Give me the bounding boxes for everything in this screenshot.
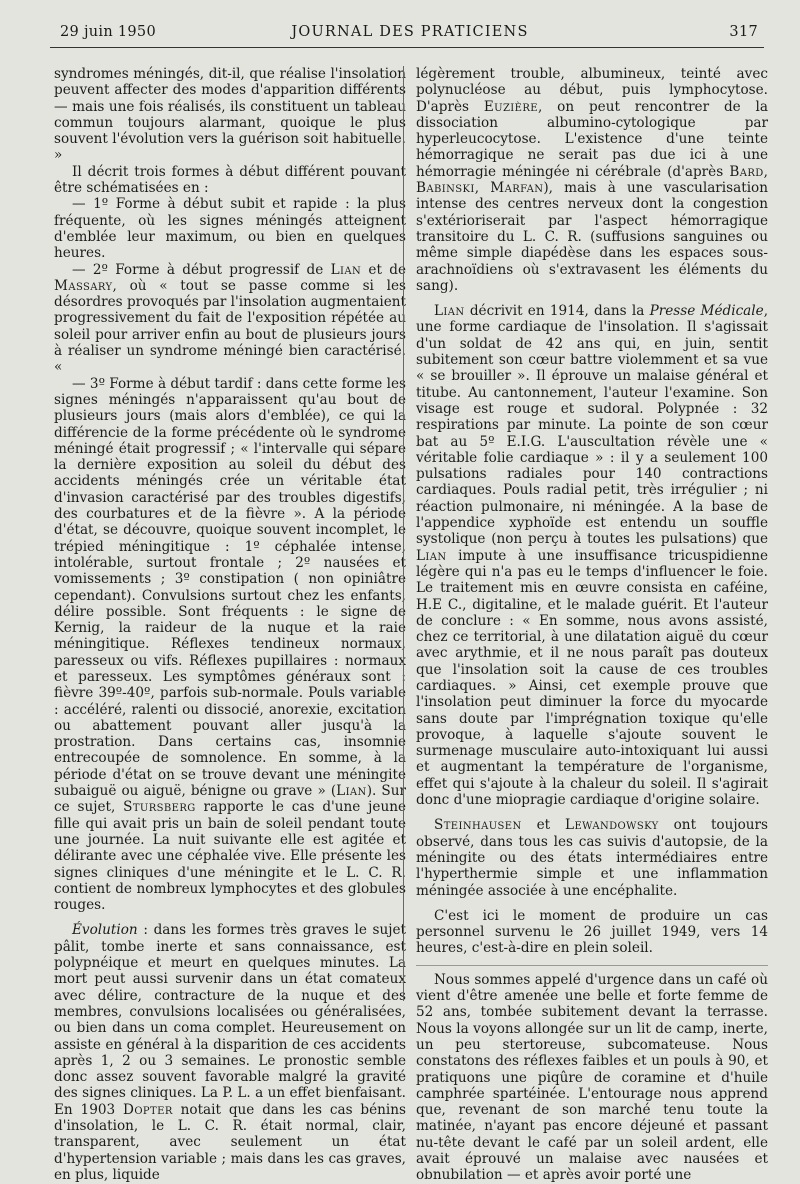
paragraph: [54, 922, 406, 1183]
author-name: Lian: [434, 303, 465, 320]
paragraph: Il décrit trois formes à début différent pouvant être schématisées en :: [54, 163, 406, 197]
journal-reference: Presse Médicale: [649, 303, 764, 320]
paragraph: [416, 303, 768, 808]
paragraph: [416, 817, 768, 898]
right-column: [416, 66, 768, 1184]
paragraph: [54, 262, 406, 376]
paragraph: [54, 376, 406, 914]
author-name: Lian: [416, 547, 447, 564]
section-separator: [416, 965, 768, 966]
paragraph: — 1º Forme à début subit et rapide : la plus fréquente, où les signes méningés atteignent d'emblée leur maximum, ou bien en quelques heures.: [54, 196, 406, 262]
paragraph: syndromes méningés, dit-il, que réalise l'insolation peuvent affecter des modes d'apparition différents — mais une fois réalisés, ils constituent un tableau commun toujours alarmant, quoique le plus souvent l'évolution vers la guérison soit habituelle. »: [54, 66, 406, 164]
author-name: Lian: [330, 261, 362, 278]
text-run: impute à une insuffisance tricuspidienne légère qui n'a pas eu le temps d'influencer le foie. Le traitement mis en œuvre consista en caféine, H.E C., digitaline, et le malade guérit. Et l'auteur de conclure : « En somme, nous avons assisté, chez ce territorial, à une dilatation aiguë du cœur avec arythmie, et il ne nous paraît pas douteux que l'insolation soit la cause de ces troubles cardiaques. » Ainsi, cet exemple prouve que l'insolation peut diminuer la force du myocarde sans doute par l'imprégnation toxique qu'elle provoque, à laquelle s'ajoute souvent le surmenage musculaire auto-intoxiquant lui aussi et augmentant la température de l'organisme, effet qui s'ajoute à la chaleur du soleil. Il s'agirait donc d'une miopragie cardiaque d'origine solaire.: [416, 547, 768, 809]
text-run: — 2º Forme à début progressif de: [72, 261, 331, 278]
author-name: Lian: [336, 783, 367, 800]
text-run: — 3º Forme à début tardif : dans cette forme les signes méningés n'apparaissent qu'au bout de plusieurs jours (mais alors d'emblée), ce qui la différencie de la forme précédente où le syndrome méningé était progressif ; « l'intervalle qui sépare la dernière exposition au soleil du début des accidents méningés crée un véritable état d'invasion caractérisé par des troubles digestifs, des courbatures et de la fièvre ». A la période d'état, se découvre, quoique souvent incomplet, le trépied méningitique : 1º céphalée intense, intolérable, surtout frontale ; 2º nausées et vomissements ; 3º constipation ( non opiniâtre cependant). Convulsions surtout chez les enfants, délire possible. Sont fréquents : le signe de Kernig, la raideur de la nuque et la raie méningitique. Réflexes tendineux normaux, paresseux ou vifs. Réflexes pupillaires : normaux et paresseux. Les symptômes généraux sont : fièvre 39º-40º, parfois sub-normale. Pouls variable : accéléré, ralenti ou dissocié, anorexie, excitation ou abattement pouvant aller jusqu'à la prostration. Dans certains cas, insomnie entrecoupée de somnolence. En somme, à la période d'état on se trouve devant une méningite subaiguë ou aiguë, bénigne ou grave » (: [54, 375, 406, 800]
text-run: notait que dans les cas bénins d'insolation, le L. C. R. était normal, clair, transparent, avec seulement un état d'hypertension variable ; mais dans les cas graves, en plus, liquide: [54, 1101, 406, 1183]
paragraph: C'est ici le moment de produire un cas personnel survenu le 26 juillet 1949, vers 14 heures, c'est-à-dire en plein soleil.: [416, 907, 768, 957]
column-divider: [403, 66, 404, 1001]
text-run: , on peut rencontrer de la dissociation albumino-cytologique par hyperleucocytose. L'existence d'une teinte hémorragique ne serait pas due ici à une hémorragie méningée ni cérébrale (d'après: [416, 98, 768, 180]
page-number: 317: [729, 24, 758, 40]
header-rule: [50, 47, 764, 48]
text-run: ), mais à une vascularisation intense des centres nerveux dont la congestion s'extérioriserait par l'aspect hémorragique transitoire du L. C. R. (suffusions sanguines ou même simple diapédèse dans les espaces sous-arachnoïdiens où s'extravasent les éléments du sang).: [416, 180, 768, 294]
author-name: Babinski: [416, 180, 475, 197]
text-run: , où « tout se passe comme si les désordres provoqués par l'insolation augmentaient progressivement du fait de l'exposition répétée au soleil pour arriver enfin au bout de plusieurs jours à réaliser un syndrome méningé bien caractérisé. «: [54, 277, 406, 376]
text-run: rapporte le cas d'une jeune fille qui avait pris un bain de soleil pendant toute une journée. La nuit suivante elle est agitée et délirante avec une céphalée vive. Elle présente les signes cliniques d'une méningite et le L. C. R. contient de nombreux lymphocytes et des globules rouges.: [54, 799, 406, 914]
author-name: Euzière: [483, 98, 538, 115]
left-column: [54, 66, 406, 1183]
text-run: ). Sur ce sujet,: [54, 783, 406, 816]
section-heading: Évolution: [72, 922, 138, 939]
text-run: , une forme cardiaque de l'insolation. Il s'agissait d'un soldat de 42 ans qui, en juin, sentit subitement son cœur battre violemment et sa vue « se brouiller ». Il éprouve un malaise général et titube. Au cantonnement, l'auteur l'examine. Son visage est rouge et sudoral. Polypnée : 32 respirations par minute. La pointe de son cœur bat au 5º E.I.G. L'auscultation révèle une « véritable folie cardiaque » : il y a seulement 100 pulsations radiales pour 140 contractions cardiaques. Pouls radial petit, très irrégulier ; ni réaction pulmonaire, ni méningée. A la base de l'appendice xyphoïde est entendu un souffle systolique (non perçu à toutes les pulsations) que: [416, 303, 769, 548]
author-name: Lewandowsky: [565, 817, 659, 834]
text-run: ont toujours observé, dans tous les cas suivis d'autopsie, de la méningite ou des états intermédiaires entre l'hyperthermie simple et une inflammation méningée associée à une encéphalite.: [416, 817, 768, 899]
author-name: Bard: [729, 163, 764, 180]
author-name: Dopter: [123, 1101, 173, 1118]
case-report-paragraph: Nous sommes appelé d'urgence dans un café où vient d'être amenée une belle et forte femme de 52 ans, tombée subitement devant la terrasse. Nous la voyons allongée sur un lit de camp, inerte, un peu stertoreuse, subcomateuse. Nous constatons des réflexes faibles et un pouls à 90, et pratiquons une piqûre de coramine et d'huile camphrée spartéinée. L'entourage nous apprend que, revenant de son marché tenu toute la matinée, n'ayant pas encore déjeuné et passant nu-tête devant le café par un soleil ardent, elle avait éprouvé un malaise avec nausées et obnubilation — et après avoir porté une: [416, 971, 768, 1184]
text-run: et: [521, 817, 566, 834]
author-name: Steinhausen: [434, 817, 522, 834]
journal-title: JOURNAL DES PRATICIENS: [291, 24, 529, 40]
text-run: : dans les formes très graves le sujet pâlit, tombe inerte et sans connaissance, est polypnéique et meurt en quelques minutes. La mort peut aussi survenir dans un état comateux avec délire, contracture de la nuque et des membres, convulsions localisées ou généralisées, ou bien dans un coma complet. Heureusement on assiste en général à la disparition de ces accidents après 1, 2 ou 3 semaines. Le pronostic semble donc assez souvent favorable malgré la gravité des signes cliniques. La P. L. a un effet bienfaisant. En 1903: [54, 922, 406, 1118]
page-header: [56, 22, 764, 44]
author-name: Massary: [54, 277, 113, 294]
text-run: ,: [763, 163, 768, 180]
text-run: et de: [361, 261, 406, 278]
text-run: décrivit en 1914, dans la: [464, 303, 650, 320]
paragraph: [416, 66, 768, 294]
text-run: ,: [474, 180, 491, 197]
issue-date: 29 juin 1950: [60, 24, 156, 40]
text-run: légèrement trouble, albumineux, teinté avec polynucléose au début, puis lymphocytose. D'après: [416, 66, 768, 115]
author-name: Stursberg: [123, 799, 196, 816]
author-name: Marfan: [490, 180, 544, 197]
